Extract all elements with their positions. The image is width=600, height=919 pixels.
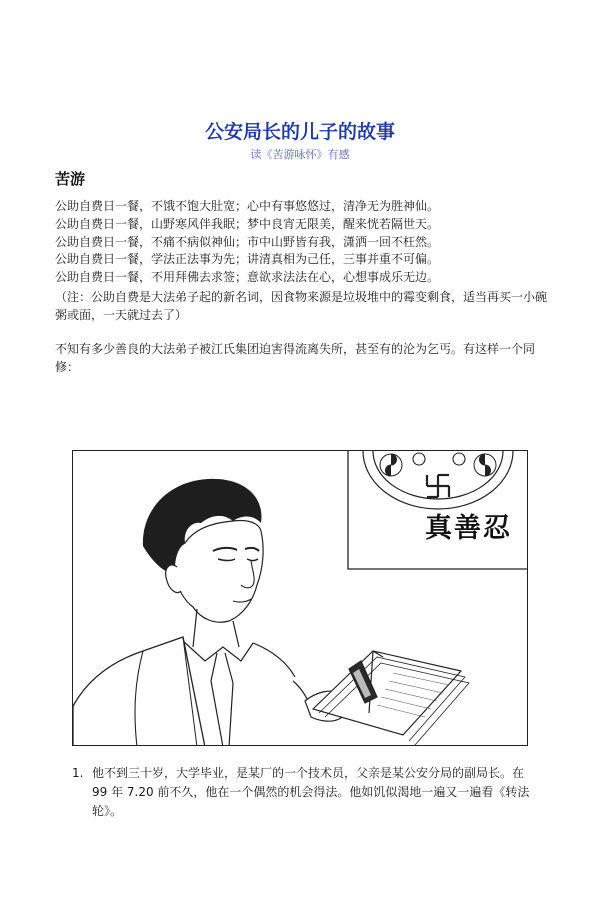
poem-note: （注：公助自费是大法弟子起的新名词，因食物来源是垃圾堆中的霉变剩食，适当再买一小碗粥或面，一天就过去了） <box>55 290 548 322</box>
poem <box>55 198 555 287</box>
document-title: 公安局长的儿子的故事 <box>204 121 395 143</box>
caption-number: 1. <box>72 766 84 780</box>
poem-line: 公助自费日一餐，学法正法事为先；讲清真相为己任，三事并重不可偏。 <box>55 252 440 267</box>
swastika-icon <box>427 475 449 497</box>
caption-text: 他不到三十岁，大学毕业，是某厂的一个技术员，父亲是某公安分局的副局长。在 99 年 7.20 前不久，他在一个偶然的机会得法。他如饥似渴地一遍又一遍看《转法轮》。 <box>92 766 530 818</box>
taiji-icon <box>380 454 496 476</box>
illustration <box>72 450 528 746</box>
man-reading-drawing <box>73 451 528 746</box>
caption <box>72 764 542 821</box>
face <box>174 520 263 622</box>
sign-text: 真善忍 <box>425 513 512 544</box>
poem-line: 公助自费日一餐，不痛不病似神仙；市中山野皆有我，潇洒一回不枉然。 <box>55 234 440 249</box>
section-heading: 苦游 <box>55 170 86 188</box>
poem-line: 公助自费日一餐，不饿不饱大肚宽；心中有事悠悠过，清净无为胜神仙。 <box>55 199 440 213</box>
intro-paragraph: 不知有多少善良的大法弟子被江氏集团迫害得流离失所，甚至有的沦为乞丐。有这样一个同修： <box>55 342 536 374</box>
poem-line: 公助自费日一餐，山野寒风伴我眠；梦中良宵无限美，醒来恍若隔世天。 <box>55 216 440 231</box>
poem-line: 公助自费日一餐，不用拜佛去求签；意欲求法法在心，心想事成乐无边。 <box>55 270 440 285</box>
document-subtitle: 读《苦游咏怀》有感 <box>250 148 350 161</box>
book <box>313 651 469 745</box>
